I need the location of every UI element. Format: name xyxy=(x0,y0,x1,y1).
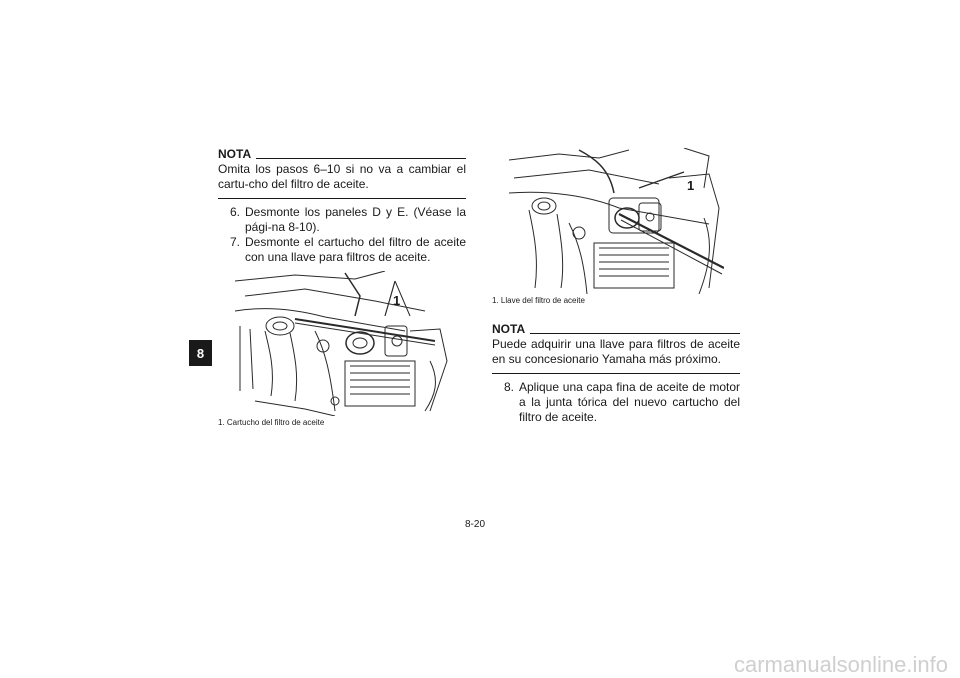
note-rule xyxy=(256,158,466,159)
note-heading-label: NOTA xyxy=(218,147,252,161)
step-text: Desmonte el cartucho del filtro de aceite con una llave para filtros de aceite. xyxy=(245,235,466,264)
steps-list xyxy=(492,380,740,425)
note-end-rule xyxy=(218,198,466,199)
chapter-tab: 8 xyxy=(189,340,212,366)
step-number: 7. xyxy=(229,235,240,249)
figure-callout: 1 xyxy=(687,178,695,193)
note-body: Puede adquirir una llave para filtros de aceite en su concesionario Yamaha más próximo. xyxy=(492,337,740,366)
step-item xyxy=(492,380,740,425)
note-end-rule xyxy=(492,373,740,374)
engine-wrench-illustration xyxy=(509,148,724,294)
note-heading xyxy=(218,147,466,162)
step-item xyxy=(218,235,466,265)
note-heading-label: NOTA xyxy=(492,322,526,336)
note-body: Omita los pasos 6–10 si no va a cambiar el cartu-cho del filtro de aceite. xyxy=(218,162,466,191)
figure-caption: 1. Llave del filtro de aceite xyxy=(492,296,585,305)
step-text: Aplique una capa fina de aceite de motor a la junta tórica del nuevo cartucho del filtro de aceite. xyxy=(519,380,740,424)
figure-caption: 1. Cartucho del filtro de aceite xyxy=(218,418,325,427)
note-rule xyxy=(530,333,740,334)
note-heading xyxy=(492,322,740,337)
step-text: Desmonte los paneles D y E. (Véase la pági-na 8-10). xyxy=(245,205,466,234)
right-column xyxy=(492,148,740,425)
page-number: 8-20 xyxy=(465,519,486,530)
left-column xyxy=(218,147,466,428)
watermark: carmanualsonline.info xyxy=(733,652,948,677)
step-number: 6. xyxy=(229,205,240,219)
step-item xyxy=(218,205,466,235)
steps-list xyxy=(218,205,466,265)
oil-filter-cartridge-figure xyxy=(235,271,450,416)
oil-filter-wrench-figure xyxy=(509,148,724,294)
figure-callout: 1 xyxy=(393,293,401,308)
step-number: 8. xyxy=(503,380,514,394)
engine-illustration xyxy=(235,271,450,416)
